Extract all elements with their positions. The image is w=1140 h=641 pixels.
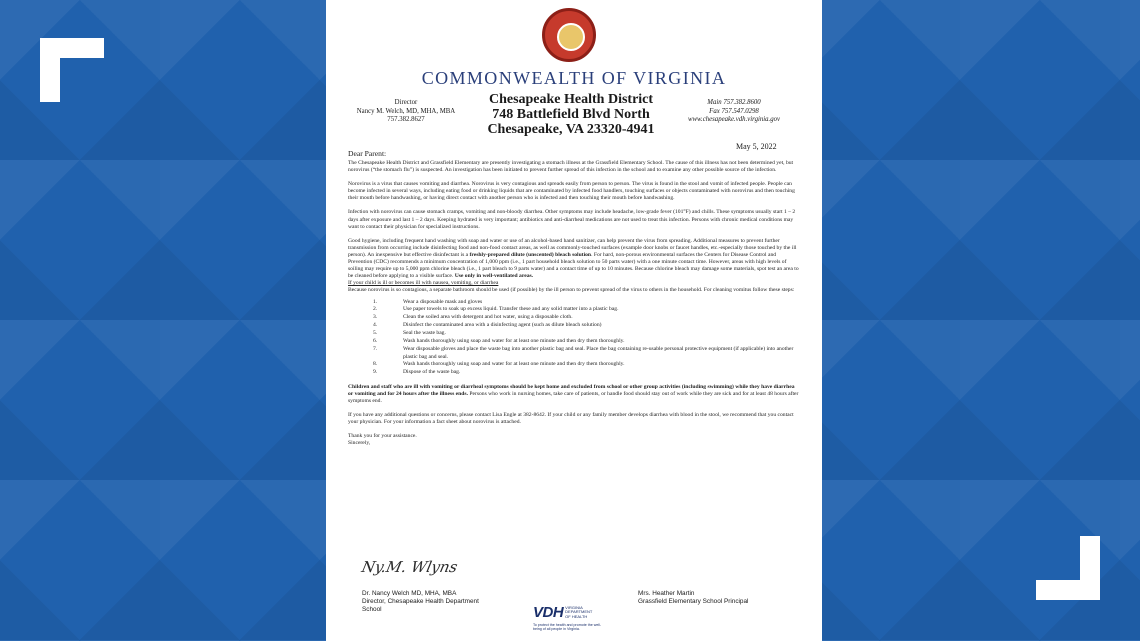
cleaning-step — [373, 346, 800, 360]
step-text: Wash hands thoroughly using soap and water for at least one minute and then dry them thoroughly. — [403, 361, 625, 368]
step-text: Wear a disposable mask and gloves — [403, 298, 483, 305]
step-text: Disinfect the contaminated area with a disinfecting agent (such as dilute bleach solution) — [403, 322, 602, 329]
step-number: 5. — [373, 330, 378, 337]
paragraph-norovirus: Norovirus is a virus that causes vomiting and diarrhea. Norovirus is very contagious and spreads easily from person to person. The virus is found in the stool and vomit of infected people. People can become infected in several ways, including eating food or drinking liquids that are contaminated by infected food handlers, touching surfaces or objects contaminated with norovirus and then touching their mouth before handwashing, or having direct contact with another person who is infected and then touching their mouth before handwashing. — [348, 181, 795, 202]
exclusion-text: Persons who work in nursing homes, take care of patients, or handle food should stay out of work while they are sick and for at least 48 hours after symptoms end. — [348, 390, 799, 404]
bleach-emphasis: freshly-prepared dilute (unscented) bleach solution — [469, 251, 592, 258]
website: www.chesapeake.vdh.virginia.gov — [687, 116, 781, 124]
signatory-left — [362, 590, 542, 613]
signatory-left-org: School — [362, 605, 382, 613]
step-number: 6. — [373, 338, 378, 345]
cleaning-step — [373, 330, 800, 337]
director-title: Director — [394, 99, 418, 106]
director-name: Nancy M. Welch, MD, MHA, MBA — [356, 107, 456, 115]
address-line-2: Chesapeake, VA 23320-4941 — [487, 122, 655, 137]
signatory-left-name: Dr. Nancy Welch MD, MHA, MBA — [362, 590, 457, 597]
district-name: Chesapeake Health District — [488, 92, 654, 107]
ventilation-emphasis: Use only in well-ventilated areas. — [454, 273, 534, 280]
thanks-line: Thank you for your assistance. — [348, 433, 417, 440]
letter-date: May 5, 2022 — [736, 142, 777, 151]
cleaning-step — [373, 361, 800, 368]
hygiene-text-continued: . For hard, non-porous environmental surfaces the Centers for Disease Control and Prevention (CDC) recommends a minimum concentration of 1,000 ppm (i.e., 1 part household bleach solution to 50 parts water) with a one minute contact time. However, areas with high levels of soiling may require up to 5,000 ppm chlorine bleach (i.e., 1 part bleach to 9 parts water) and a contact time of up to 10 minutes. Because chlorine bleach may damage some materials, spot test an area to be cleaned before applying to a visible surface. — [348, 251, 799, 280]
step-number: 3. — [373, 314, 378, 321]
commonwealth-title: COMMONWEALTH OF VIRGINIA — [421, 68, 727, 88]
corner-bracket-bottom-right-vertical — [1080, 536, 1100, 600]
step-text: Clean the soiled area with detergent and hot water, using a disposable cloth. — [403, 314, 573, 321]
signatory-right-name: Mrs. Heather Martin — [638, 590, 695, 597]
contact-block — [674, 99, 794, 125]
cleaning-step — [373, 322, 800, 329]
address-line-1: 748 Battlefield Blvd North — [492, 107, 650, 122]
paragraph-symptoms: Infection with norovirus can cause stomach cramps, vomiting and non-bloody diarrhea. Other symptoms may include headache, low-grade fever (101°F) and chills. These symptoms usually start 1 – 2 days after exposure and last 1 – 2 days. Keeping hydrated is very important; antibiotics and anti-diarrheal medications are not used to treat this infection. Persons with chronic medical conditions may want to contact their physician for specialized instructions. — [348, 209, 796, 230]
vdh-logo-mark: VDH — [533, 604, 564, 621]
paragraph-contact: If you have any additional questions or concerns, please contact Lisa Engle at 382-8642. If your child or any family member develops diarrhea with blood in the stool, we recommend that you contact your physician. For your information a fact sheet about norovirus is attached. — [348, 411, 794, 425]
cleaning-step — [373, 338, 800, 345]
director-phone: 757.382.8627 — [387, 116, 425, 124]
step-text: Seal the waste bag. — [403, 330, 446, 337]
step-number: 7. — [373, 346, 378, 353]
cleaning-steps-list — [373, 299, 800, 377]
vdh-sub-3: OF HEALTH — [565, 613, 588, 619]
step-number: 9. — [373, 369, 378, 376]
letter-body — [348, 160, 800, 447]
vdh-sub-1: VIRGINIA — [565, 605, 583, 610]
corner-bracket-top-left-vertical — [40, 38, 60, 102]
fax-number: Fax 757.547.0298 — [709, 107, 759, 115]
cleaning-step — [373, 314, 800, 321]
letter-greeting: Dear Parent: — [348, 149, 387, 158]
signatory-right-title: Grassfield Elementary School Principal — [638, 597, 749, 605]
step-text: Use paper towels to soak up excess liquid. Transfer these and any solid matter into a plastic bag. — [403, 306, 619, 313]
exclusion-emphasis: Children and staff who are ill with vomiting or diarrheal symptoms should be kept home and excluded from school or other group activities (including swimming) while they have diarrhea or vomiting and for 24 hours after the illness ends. — [348, 383, 795, 397]
closing-line: Sincerely, — [348, 440, 371, 447]
step-number: 8. — [373, 361, 378, 368]
step-text: Wear disposable gloves and place the waste bag into another plastic bag and seal. Place the bag containing re-usable personal protective equipment (if applicable) into another plastic bag and seal. — [403, 346, 794, 360]
step-number: 2. — [373, 306, 378, 313]
hygiene-text: Good hygiene, including frequent hand washing with soap and water or use of an alcohol-based hand sanitizer, can help prevent the virus from spreading. Additional measures to prevent further transmission from occurring include disinfecting food and non-food contact areas, as well as commonly-touched surfaces (example door knobs or faucet handles, etc.-especially those touched by the ill person). An inexpensive but effective disinfectant is a — [348, 237, 797, 258]
letter-page — [326, 0, 822, 641]
step-text: Wash hands thoroughly using soap and water for at least one minute and then dry them thoroughly. — [403, 338, 625, 345]
virginia-seal-icon — [542, 8, 596, 62]
step-number: 4. — [373, 322, 378, 329]
cleaning-step — [373, 369, 800, 376]
paragraph-exclusion — [348, 384, 800, 405]
paragraph-hygiene — [348, 238, 800, 281]
signatory-left-title: Director, Chesapeake Health Department — [362, 597, 479, 605]
ill-child-heading: If your child is ill or becomes ill with nausea, vomiting, or diarrhea — [348, 280, 499, 287]
vdh-logo — [533, 604, 609, 631]
cleaning-step — [373, 299, 800, 306]
vdh-tagline: To protect the health and promote the well-being of all people in Virginia. — [533, 623, 602, 631]
paragraph-investigation: The Chesapeake Health District and Grassfield Elementary are presently investigating a stomach illness at the Grassfield Elementary School. The cause of this illness has not been determined yet, but norovirus (“the stomach flu”) is suspected. An investigation has been initiated to prevent further spread of this infection in the school and to examine any other possible source of the infection. — [348, 160, 794, 174]
main-phone: Main 757.382.8600 — [707, 99, 761, 106]
step-text: Dispose of the waste bag. — [403, 369, 461, 376]
ill-child-intro: Because norovirus is so contagious, a separate bathroom should be used (if possible) by the ill person to prevent spread of the virus to others in the household. For cleaning vomitus follow these steps: — [348, 287, 795, 294]
district-address-block — [471, 92, 671, 137]
step-number: 1. — [373, 298, 378, 305]
handwritten-signature: Ny.M. Wlyns — [360, 558, 460, 576]
cleaning-step — [373, 306, 800, 313]
director-block — [346, 99, 466, 125]
vdh-logo-subtitle — [565, 606, 599, 619]
vdh-sub-2: DEPARTMENT — [565, 609, 593, 615]
signatory-right — [638, 590, 808, 606]
